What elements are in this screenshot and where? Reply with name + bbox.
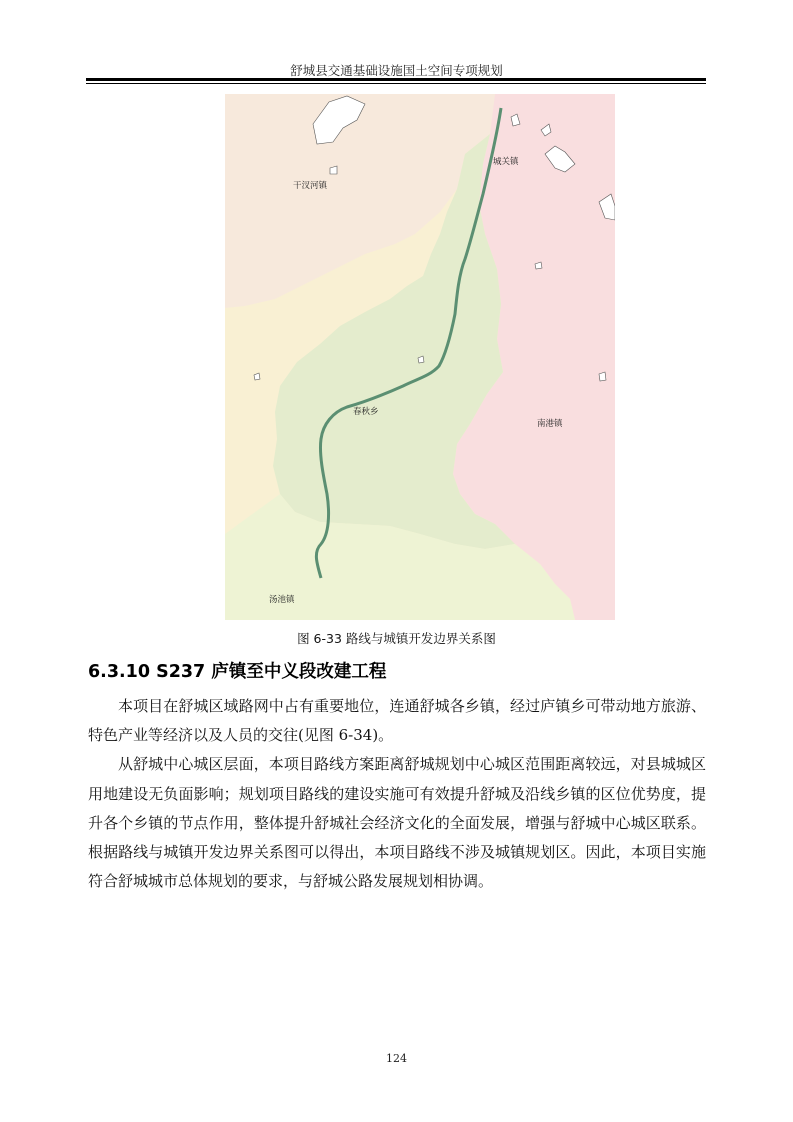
figure-caption: 图 6-33 路线与城镇开发边界关系图 [297, 631, 496, 646]
urban-patch [599, 372, 606, 381]
section-heading: 6.3.10 S237 庐镇至中义段改建工程 [88, 662, 387, 682]
map-label-ganchahe: 干汊河镇 [293, 181, 328, 191]
map-label-tangchi: 汤池镇 [269, 595, 295, 605]
map-label-chengguan: 城关镇 [493, 157, 519, 167]
header-rule-thick [86, 78, 706, 81]
page-header-title: 舒城县交通基础设施国土空间专项规划 [290, 63, 503, 78]
map-label-chunqiu: 春秋乡 [353, 407, 379, 417]
map-label-nangang: 南港镇 [537, 419, 563, 429]
route-boundary-map [225, 94, 615, 620]
map-svg [225, 94, 615, 620]
paragraph: 从舒城中心城区层面，本项目路线方案距离舒城规划中心城区范围距离较远，对县城城区用地建设无负面影响；规划项目路线的建设实施可有效提升舒城及沿线乡镇的区位优势度，提升各个乡镇的节点作用，整体提升舒城社会经济文化的全面发展，增强与舒城中心城区联系。根据路线与城镇开发边界关系图可以得出，本项目路线不涉及城镇规划区。因此，本项目实施符合舒城城市总体规划的要求，与舒城公路发展规划相协调。 [88, 755, 706, 891]
body-text [88, 692, 706, 896]
page-number: 124 [386, 1052, 407, 1065]
paragraph: 本项目在舒城区域路网中占有重要地位，连通舒城各乡镇，经过庐镇乡可带动地方旅游、特色产业等经济以及人员的交往(见图 6-34)。 [88, 697, 706, 745]
header-rule-thin [86, 83, 706, 84]
